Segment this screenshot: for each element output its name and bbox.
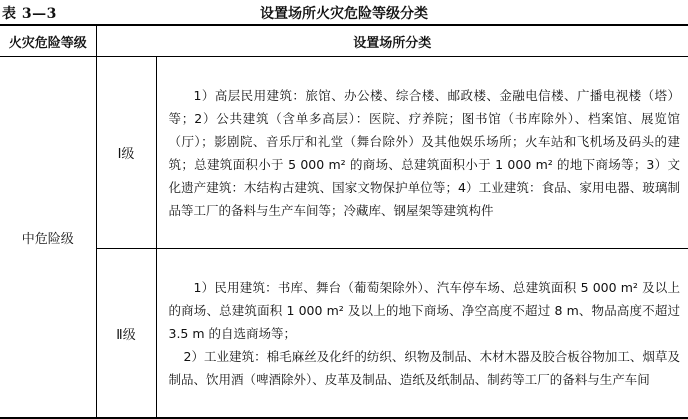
table-title: 设置场所火灾危险等级分类 [260, 6, 428, 22]
category-paragraph: 2）工业建筑：棉毛麻丝及化纤的纺织、织物及制品、木材木器及胶合板谷物加工、烟草及制品、饮用酒（啤酒除外）、皮革及制品、造纸及纸制品、制药等工厂的备料与生产车间 [168, 348, 680, 387]
category-cell [156, 249, 688, 419]
header-site-category: 设置场所分类 [96, 25, 688, 57]
classification-table [0, 24, 688, 419]
hazard-class-cell: 中危险级 [0, 57, 96, 419]
table-caption [0, 0, 688, 24]
category-cell [156, 57, 688, 249]
level-cell: Ⅱ级 [96, 249, 156, 419]
level-cell: Ⅰ级 [96, 57, 156, 249]
table-number: 表 3—3 [2, 6, 57, 22]
category-paragraph: 1）民用建筑：书库、舞台（葡萄架除外）、汽车停车场、总建筑面积 5 000 m² 及以上的商场、总建筑面积 1 000 m² 及以上的地下商场、净空高度不超过 8 m、物品高度不超过 3.5 m 的自选商场等； [168, 279, 680, 341]
classification-table-container [0, 24, 688, 419]
table-row [0, 57, 688, 249]
header-hazard-level: 火灾危险等级 [0, 25, 96, 57]
table-row [0, 249, 688, 419]
header-row [0, 25, 688, 57]
category-paragraph: 1）高层民用建筑：旅馆、办公楼、综合楼、邮政楼、金融电信楼、广播电视楼（塔）等；2）公共建筑（含单多高层）：医院、疗养院；图书馆（书库除外）、档案馆、展览馆（厅）；影剧院、音乐厅和礼堂（舞台除外）及其他娱乐场所；火车站和飞机场及码头的建筑；总建筑面积小于 5 000 m² 的商场、总建筑面积小于 1 000 m² 的地下商场等；3）文化遗产建筑：木结构古建筑、国家文物保护单位等；4）工业建筑：食品、家用电器、玻璃制品等工厂的备料与生产车间等；冷藏库、钢屋架等建筑构件 [168, 87, 680, 218]
